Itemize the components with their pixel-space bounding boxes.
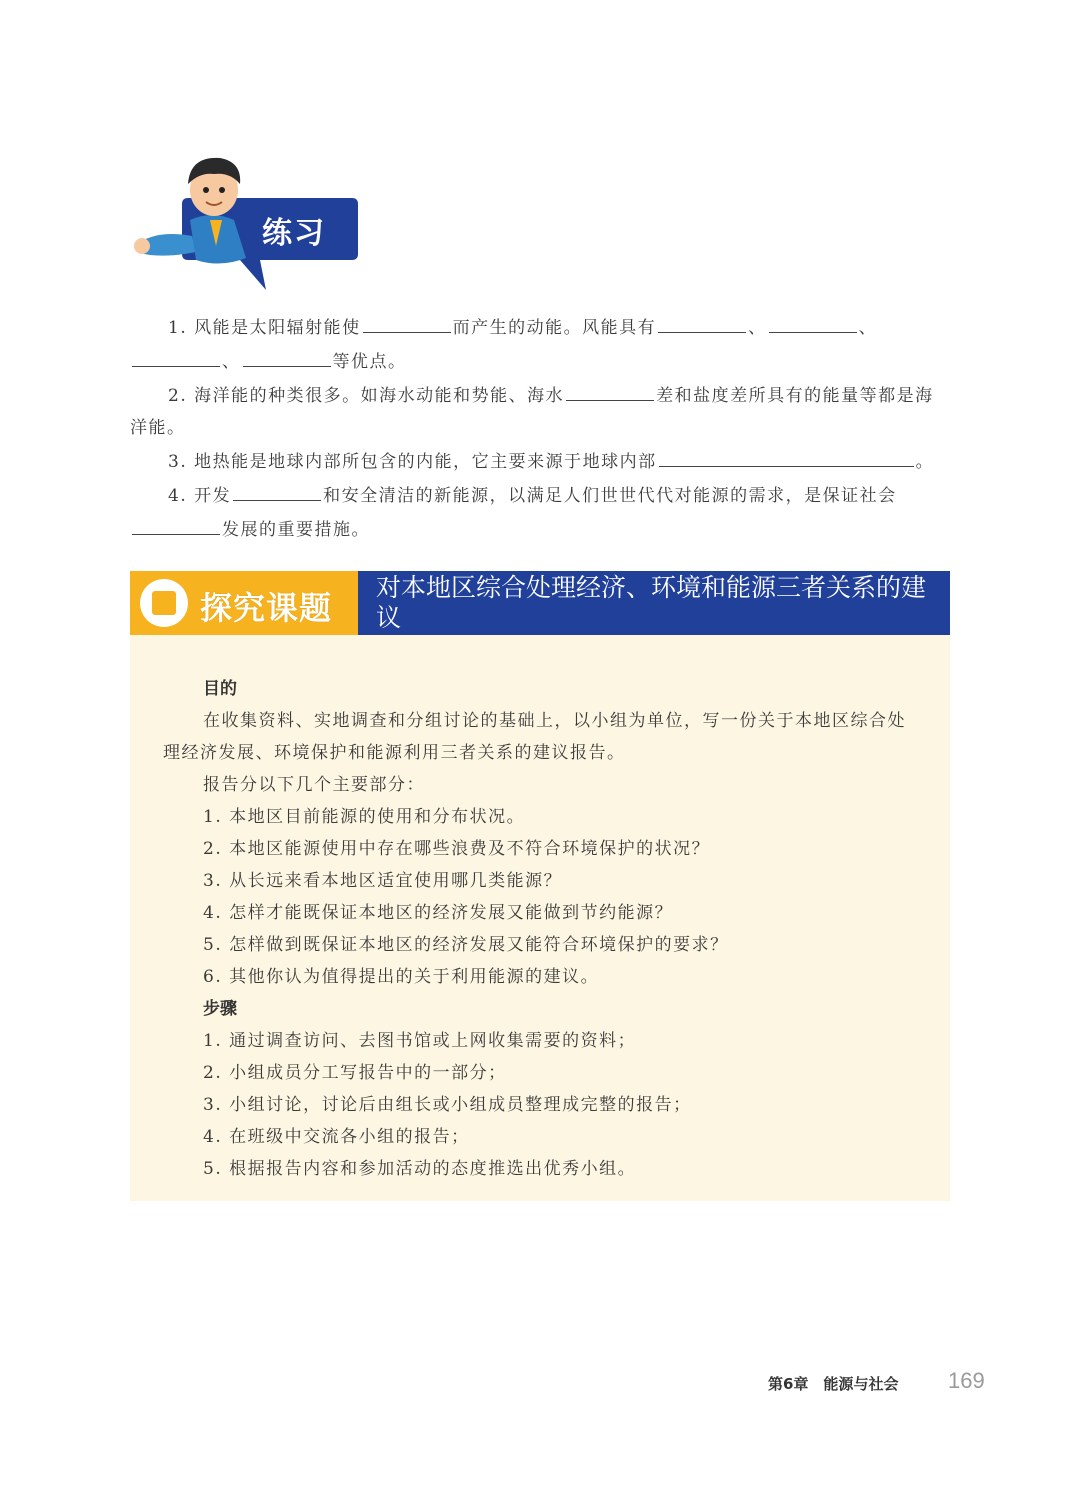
exercise-list	[130, 310, 952, 546]
list-item: 4. 在班级中交流各小组的报告；	[203, 1127, 470, 1147]
purpose-text: 在收集资料、实地调查和分组讨论的基础上，以小组为单位，写一份关于本地区综合处理经济发展、环境保护和能源利用三者关系的建议报告。	[163, 711, 906, 763]
fill-blank[interactable]	[658, 310, 746, 333]
list-item: 2. 小组成员分工写报告中的一部分；	[203, 1063, 507, 1083]
fill-blank[interactable]	[132, 344, 220, 367]
page-footer	[768, 1368, 1018, 1398]
list-item: 3. 小组讨论，讨论后由组长或小组成员整理成完整的报告；	[203, 1095, 692, 1115]
list-item: 4. 怎样才能既保证本地区的经济发展又能做到节约能源？	[203, 903, 674, 923]
cartoon-boy-icon	[130, 150, 370, 295]
topic-title: 对本地区综合处理经济、环境和能源三者关系的建议	[376, 573, 927, 632]
list-item: 5. 怎样做到既保证本地区的经济发展又能符合环境保护的要求？	[203, 935, 729, 955]
practice-title: 练习	[262, 216, 326, 251]
practice-header	[130, 150, 370, 295]
fill-blank[interactable]	[233, 478, 321, 501]
fill-blank[interactable]	[769, 310, 857, 333]
exercise-item: 4. 开发 和安全清洁的新能源，以满足人们世世代代对能源的需求，是保证社会 发展的重要措施。	[130, 478, 952, 546]
exercise-item: 3. 地热能是地球内部所包含的内能，它主要来源于地球内部 。	[130, 444, 952, 478]
topic-label-block	[130, 571, 358, 635]
topic-title-block	[358, 571, 950, 635]
research-topic-header	[130, 571, 950, 635]
topic-label: 探究课题	[200, 589, 333, 627]
list-item: 2. 本地区能源使用中存在哪些浪费及不符合环境保护的状况？	[203, 839, 711, 859]
exercise-item: 1. 风能是太阳辐射能使 而产生的动能。风能具有 、 、 、 等优点。	[130, 310, 952, 378]
fill-blank[interactable]	[132, 512, 220, 535]
list-item: 1. 通过调查访问、去图书馆或上网收集需要的资料；	[203, 1031, 637, 1051]
steps-heading: 步骤	[203, 999, 237, 1019]
chapter-label: 第6章 能源与社会	[768, 1375, 899, 1393]
page-number: 169	[948, 1368, 985, 1393]
fill-blank[interactable]	[243, 344, 331, 367]
fill-blank[interactable]	[566, 378, 654, 401]
list-item: 1. 本地区目前能源的使用和分布状况。	[203, 807, 526, 827]
exercise-item: 2. 海洋能的种类很多。如海水动能和势能、海水 差和盐度差所具有的能量等都是海洋能。	[130, 378, 952, 444]
research-topic-body	[130, 635, 950, 1201]
list-item: 5. 根据报告内容和参加活动的态度推选出优秀小组。	[203, 1159, 637, 1179]
fill-blank[interactable]	[659, 444, 914, 467]
list-item: 6. 其他你认为值得提出的关于利用能源的建议。	[203, 967, 600, 987]
fill-blank[interactable]	[363, 310, 451, 333]
report-intro: 报告分以下几个主要部分：	[203, 775, 425, 795]
purpose-heading: 目的	[203, 679, 237, 699]
list-item: 3. 从长远来看本地区适宜使用哪几类能源？	[203, 871, 563, 891]
